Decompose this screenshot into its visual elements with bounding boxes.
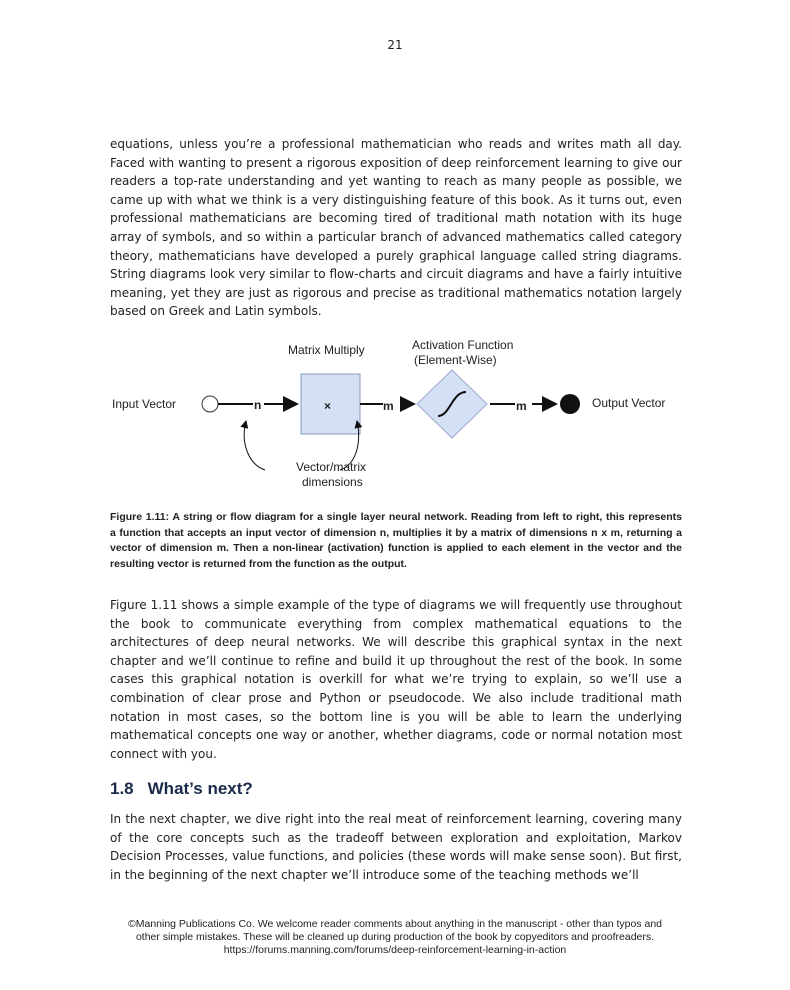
figure-caption	[110, 510, 682, 572]
footer-line: other simple mistakes. These will be cleaned up during production of the book by copyeditors and proofreaders.	[135, 931, 655, 943]
text-line: in the beginning of the next chapter we’ll introduce some of the teaching methods we’ll	[110, 867, 639, 882]
text-line: came up with what we think is a very distinguishing feature of this book. As it turns out, even	[110, 192, 682, 207]
paragraph-figure-explanation	[110, 596, 682, 763]
text-line: of the core concepts such as the tradeoff between exploration and exploitation, Markov	[110, 830, 682, 845]
text-line: notation in most cases, so the bottom line is you will be able to learn the underlying	[110, 709, 682, 724]
text-line: based on Greek and Latin symbols.	[110, 304, 322, 319]
text-line: readers a top-rate understanding and yet wanting to reach as many people as possible, we	[110, 174, 682, 189]
dim-n: n	[254, 398, 262, 412]
string-diagram-figure	[100, 330, 690, 500]
text-line: resulting vector is returned from the function as the output.	[110, 557, 407, 570]
section-number: 1.8	[110, 779, 134, 798]
paragraph-string-diagrams	[110, 135, 682, 321]
label-input-vector: Input Vector	[112, 397, 177, 411]
text-line: Figure 1.11 shows a simple example of the type of diagrams we will frequently use throughout	[110, 598, 682, 612]
text-line: the book to communicate everything from complex mathematical equations to the	[110, 616, 682, 631]
text-line: chapter and we’ll continue to refine and build it up throughout the rest of the book. In some	[110, 653, 682, 668]
text-line: In the next chapter, we dive right into the real meat of reinforcement learning, covering many	[110, 812, 682, 826]
text-line: meaning, yet they are just as rigorous and precise as traditional mathematics notation largely	[110, 285, 682, 300]
section-heading	[110, 779, 267, 799]
text-line: a function that accepts an input vector of dimension n, multiplies it by a matrix of dimensions n x m, returning a	[110, 526, 682, 539]
forum-link[interactable]: https://forums.manning.com/forums/deep-reinforcement-learning-in-action	[223, 944, 567, 956]
label-dimensions-2: dimensions	[302, 475, 363, 489]
footer-line: ©Manning Publications Co. We welcome reader comments about anything in the manuscript - other than typos and	[128, 918, 662, 930]
text-line: Decision Processes, value functions, and policies (these words will make sense soon). But first,	[110, 849, 682, 864]
text-line: mathematical concepts one way or another, whether diagrams, code or normal notation most	[110, 728, 682, 743]
input-node	[202, 396, 218, 412]
output-node	[560, 394, 580, 414]
text-line: String diagrams look very similar to flow-charts and circuit diagrams and have a fairly intuitive	[110, 267, 682, 282]
annotation-arrow	[244, 421, 265, 470]
text-line: cases this graphical notation is overkill for what we’re trying to explain, so we’ll use a	[110, 672, 682, 687]
paragraph-next-chapter	[110, 810, 682, 884]
text-line: Faced with wanting to present a rigorous exposition of deep reinforcement learning to give our	[110, 155, 682, 170]
copyright-footer	[0, 918, 790, 957]
text-line: architectures of deep neural networks. We will describe this graphical syntax in the next	[110, 635, 682, 650]
text-line: combination of clear prose and Python or pseudocode. We also include traditional math	[110, 690, 682, 705]
text-line: Figure 1.11: A string or flow diagram for a single layer neural network. Reading from left to right, this represents	[110, 511, 682, 523]
text-line: array of symbols, and so within a particular branch of advanced mathematics called category	[110, 229, 682, 244]
text-line: vector of dimension m. Then a non-linear (activation) function is applied to each element in the vector and the	[110, 542, 682, 554]
text-line: equations, unless you’re a professional mathematician who reads and writes math all day.	[110, 137, 682, 151]
text-line: theory, mathematicians have developed a purely graphical language called string diagrams.	[110, 248, 682, 263]
dim-m: m	[383, 399, 394, 413]
label-output-vector: Output Vector	[592, 396, 666, 410]
label-activation-function: Activation Function	[412, 338, 514, 352]
section-title: What’s next?	[147, 779, 253, 798]
page-number: 21	[387, 38, 403, 52]
text-line: connect with you.	[110, 746, 217, 761]
label-dimensions-1: Vector/matrix	[296, 460, 367, 474]
label-element-wise: (Element-Wise)	[414, 353, 497, 367]
label-matrix-multiply: Matrix Multiply	[288, 343, 365, 357]
text-line: professional mathematicians are becoming tired of traditional math notation with its huge	[110, 211, 682, 226]
times-symbol: ×	[324, 399, 332, 413]
dim-m-out: m	[516, 399, 527, 413]
